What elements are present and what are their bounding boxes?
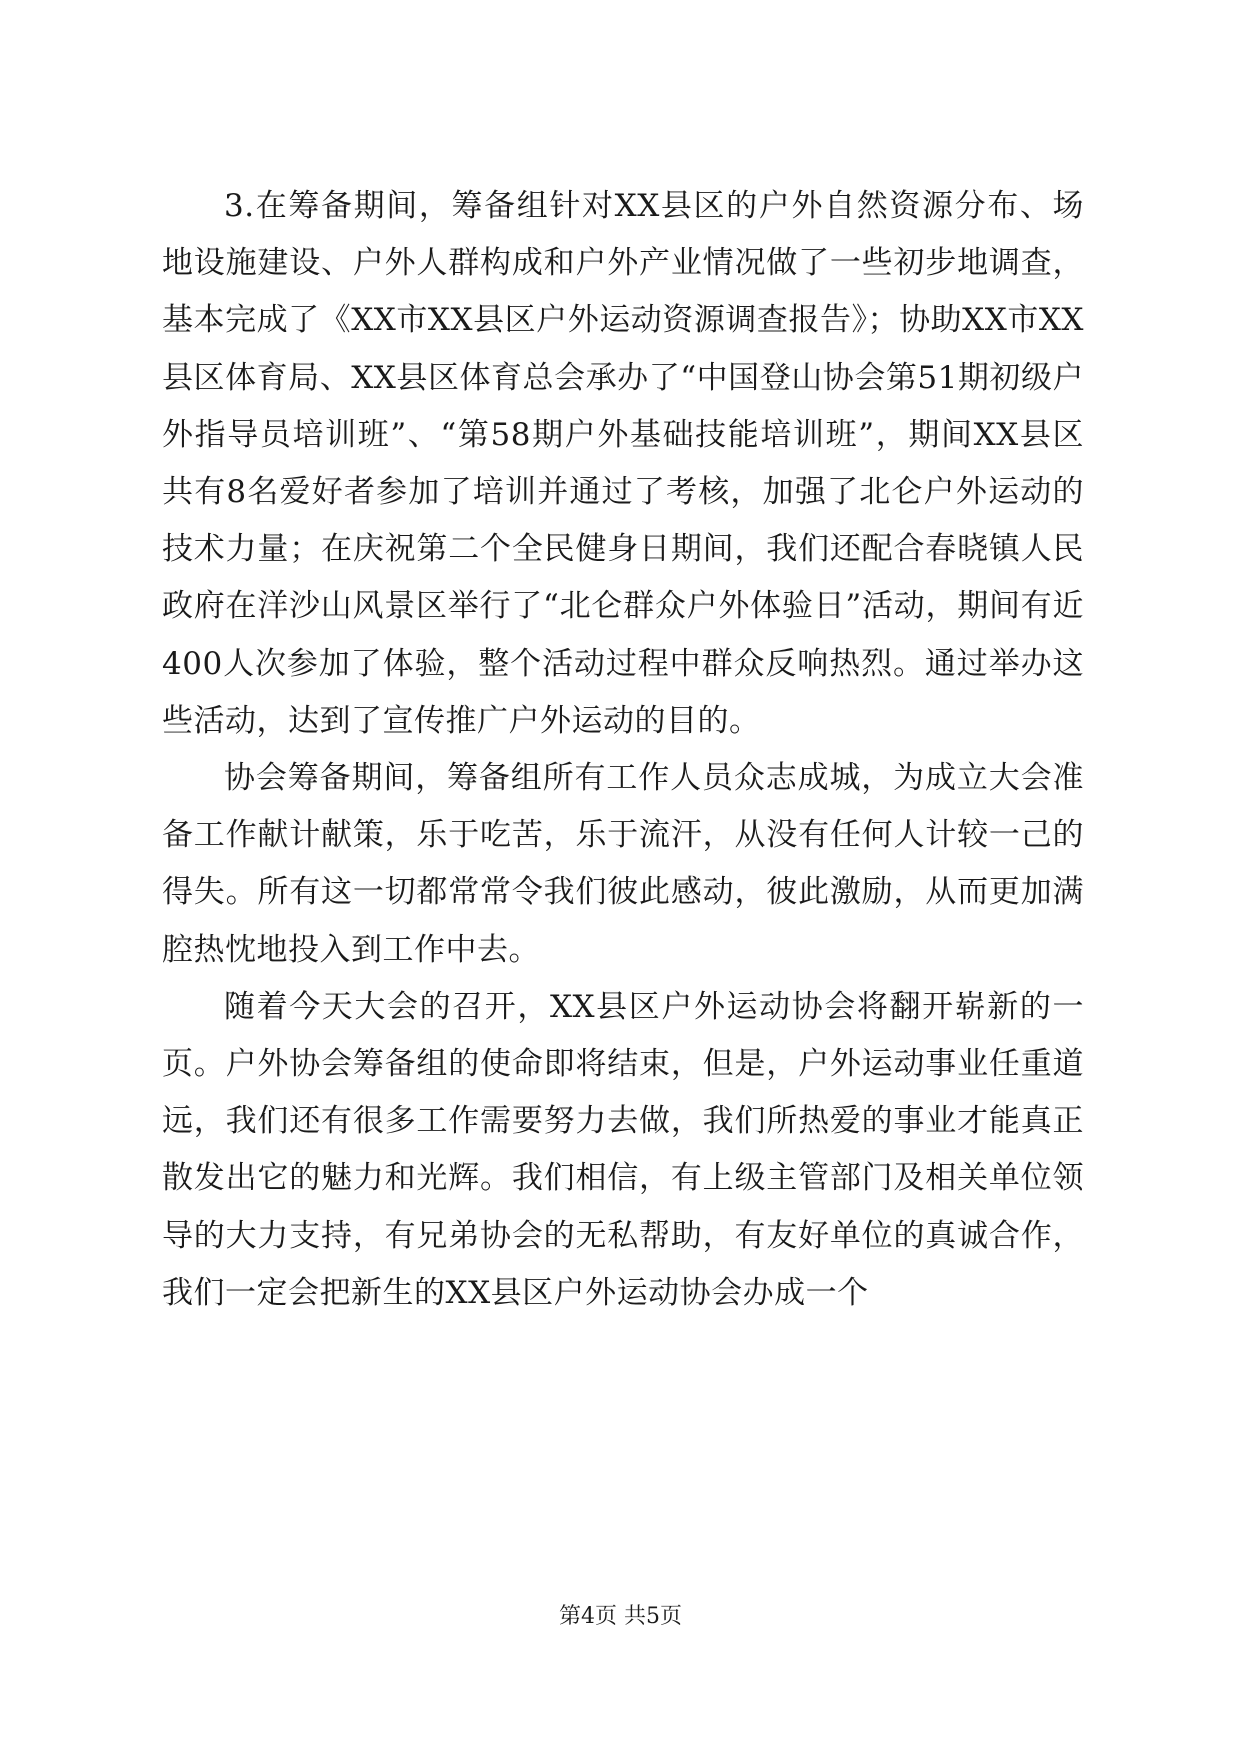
document-body bbox=[162, 178, 1084, 1322]
page-number-footer: 第4页 共5页 bbox=[559, 1604, 682, 1629]
paragraph: 随着今天大会的召开，XX县区户外运动协会将翻开崭新的一页。户外协会筹备组的使命即将结束，但是，户外运动事业任重道远，我们还有很多工作需要努力去做，我们所热爱的事业才能真正散发出它的魅力和光辉。我们相信，有上级主管部门及相关单位领导的大力支持，有兄弟协会的无私帮助，有友好单位的真诚合作，我们一定会把新生的XX县区户外运动协会办成一个 bbox=[162, 988, 1084, 1311]
paragraph: 3.在筹备期间，筹备组针对XX县区的户外自然资源分布、场地设施建设、户外人群构成和户外产业情况做了一些初步地调查，基本完成了《XX市XX县区户外运动资源调查报告》；协助XX市XX县区体育局、XX县区体育总会承办了“中国登山协会第51期初级户外指导员培训班”、“第58期户外基础技能培训班”，期间XX县区共有8名爱好者参加了培训并通过了考核，加强了北仑户外运动的技术力量；在庆祝第二个全民健身日期间，我们还配合春晓镇人民政府在洋沙山风景区举行了“北仑群众户外体验日”活动，期间有近400人次参加了体验，整个活动过程中群众反响热烈。通过举办这些活动，达到了宣传推广户外运动的目的。 bbox=[162, 188, 1084, 739]
paragraph: 协会筹备期间，筹备组所有工作人员众志成城，为成立大会准备工作献计献策，乐于吃苦，乐于流汗，从没有任何人计较一己的得失。所有这一切都常常令我们彼此感动，彼此激励，从而更加满腔热忱地投入到工作中去。 bbox=[162, 760, 1084, 968]
